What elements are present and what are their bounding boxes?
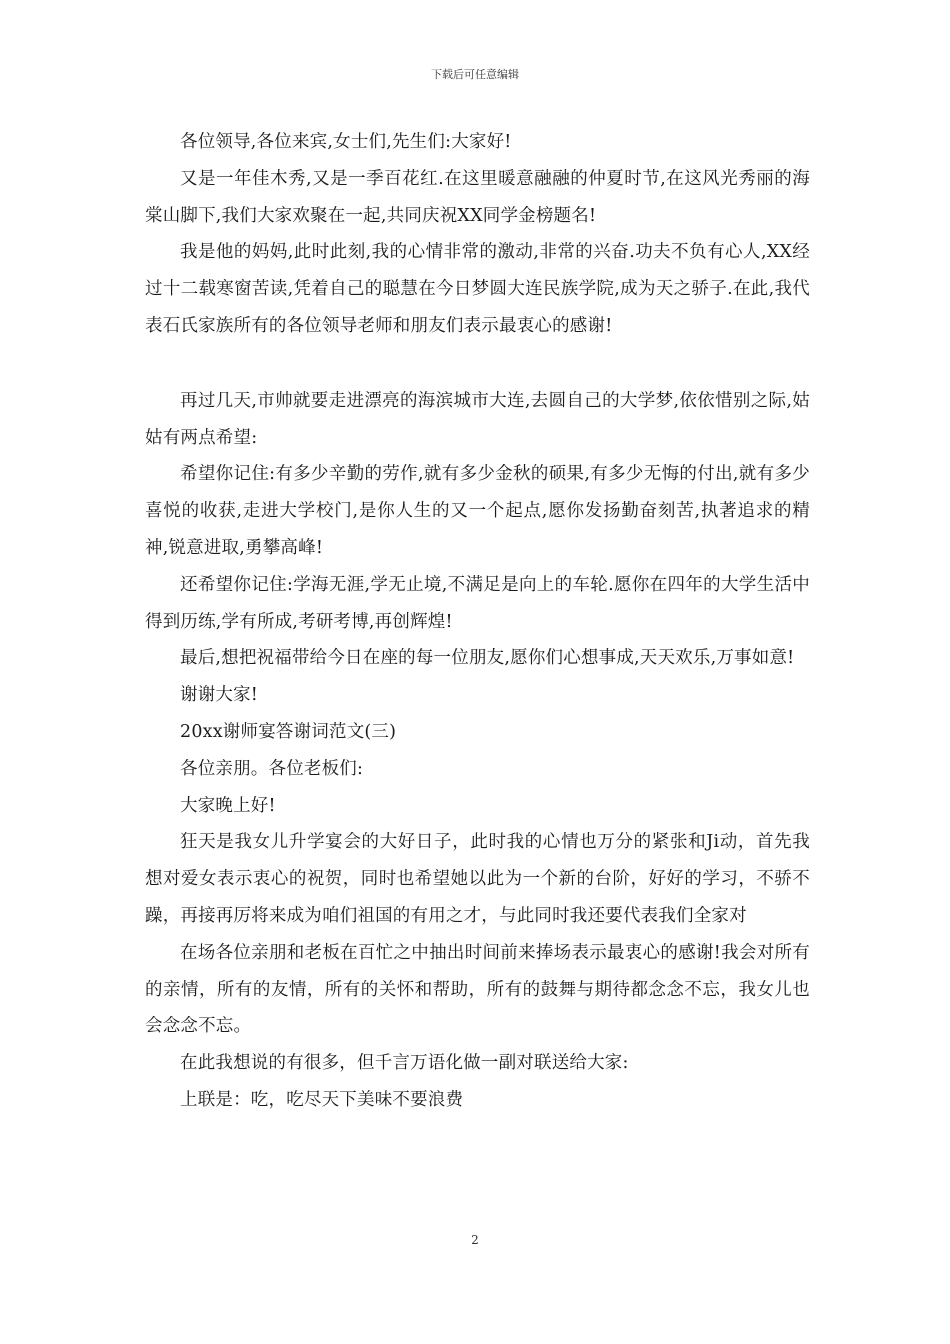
document-body bbox=[145, 124, 810, 1119]
paragraph: 又是一年佳木秀,又是一季百花红.在这里暖意融融的仲夏时节,在这风光秀丽的海棠山脚下,我们大家欢聚在一起,共同庆祝XX同学金榜题名! bbox=[145, 168, 810, 226]
paragraph: 最后,想把祝福带给今日在座的每一位朋友,愿你们心想事成,天天欢乐,万事如意! bbox=[180, 648, 795, 669]
paragraph: 再过几天,市帅就要走进漂亮的海滨城市大连,去圆自己的大学梦,依依惜别之际,姑姑有两点希望: bbox=[145, 390, 810, 448]
section-title: 20xx谢师宴答谢词范文(三) bbox=[180, 721, 397, 742]
paragraph-greeting: 各位亲朋。各位老板们: bbox=[180, 758, 364, 779]
paragraph: 在场各位亲朋和老板在百忙之中抽出时间前来捧场表示最衷心的感谢!我会对所有的亲情，所有的友情，所有的关怀和帮助，所有的鼓舞与期待都念念不忘，我女儿也会念念不忘。 bbox=[145, 942, 810, 1037]
paragraph: 还希望你记住:学海无涯,学无止境,不满足是向上的车轮.愿你在四年的大学生活中得到历练,学有所成,考研考博,再创辉煌! bbox=[145, 574, 810, 632]
paragraph-couplet: 上联是：吃，吃尽天下美味不要浪费 bbox=[180, 1089, 464, 1110]
paragraph-greeting: 大家晚上好! bbox=[180, 795, 276, 816]
page-number: 2 bbox=[471, 1233, 479, 1247]
paragraph: 狂天是我女儿升学宴会的大好日子，此时我的心情也万分的紧张和Ji动，首先我想对爱女表示衷心的祝贺，同时也希望她以此为一个新的台阶，好好的学习，不骄不躁，再接再厉将来成为咱们祖国的有用之才，与此同时我还要代表我们全家对 bbox=[145, 832, 810, 926]
paragraph-spacer bbox=[145, 345, 810, 383]
paragraph: 我是他的妈妈,此时此刻,我的心情非常的激动,非常的兴奋.功夫不负有心人,XX经过十二载寒窗苦读,凭着自己的聪慧在今日梦圆大连民族学院,成为天之骄子.在此,我代表石氏家族所有的各位领导老师和朋友们表示最衷心的感谢! bbox=[145, 242, 810, 336]
paragraph-greeting: 各位领导,各位来宾,女士们,先生们:大家好! bbox=[180, 132, 512, 152]
paragraph-thanks: 谢谢大家! bbox=[180, 685, 259, 706]
paragraph: 希望你记住:有多少辛勤的劳作,就有多少金秋的硕果,有多少无悔的付出,就有多少喜悦的收获,走进大学校门,是你人生的又一个起点,愿你发扬勤奋刻苦,执著追求的精神,锐意进取,勇攀高峰! bbox=[145, 464, 810, 558]
page-header: 下载后可任意编辑 bbox=[431, 68, 519, 81]
paragraph: 在此我想说的有很多，但千言万语化做一副对联送给大家: bbox=[180, 1053, 629, 1074]
